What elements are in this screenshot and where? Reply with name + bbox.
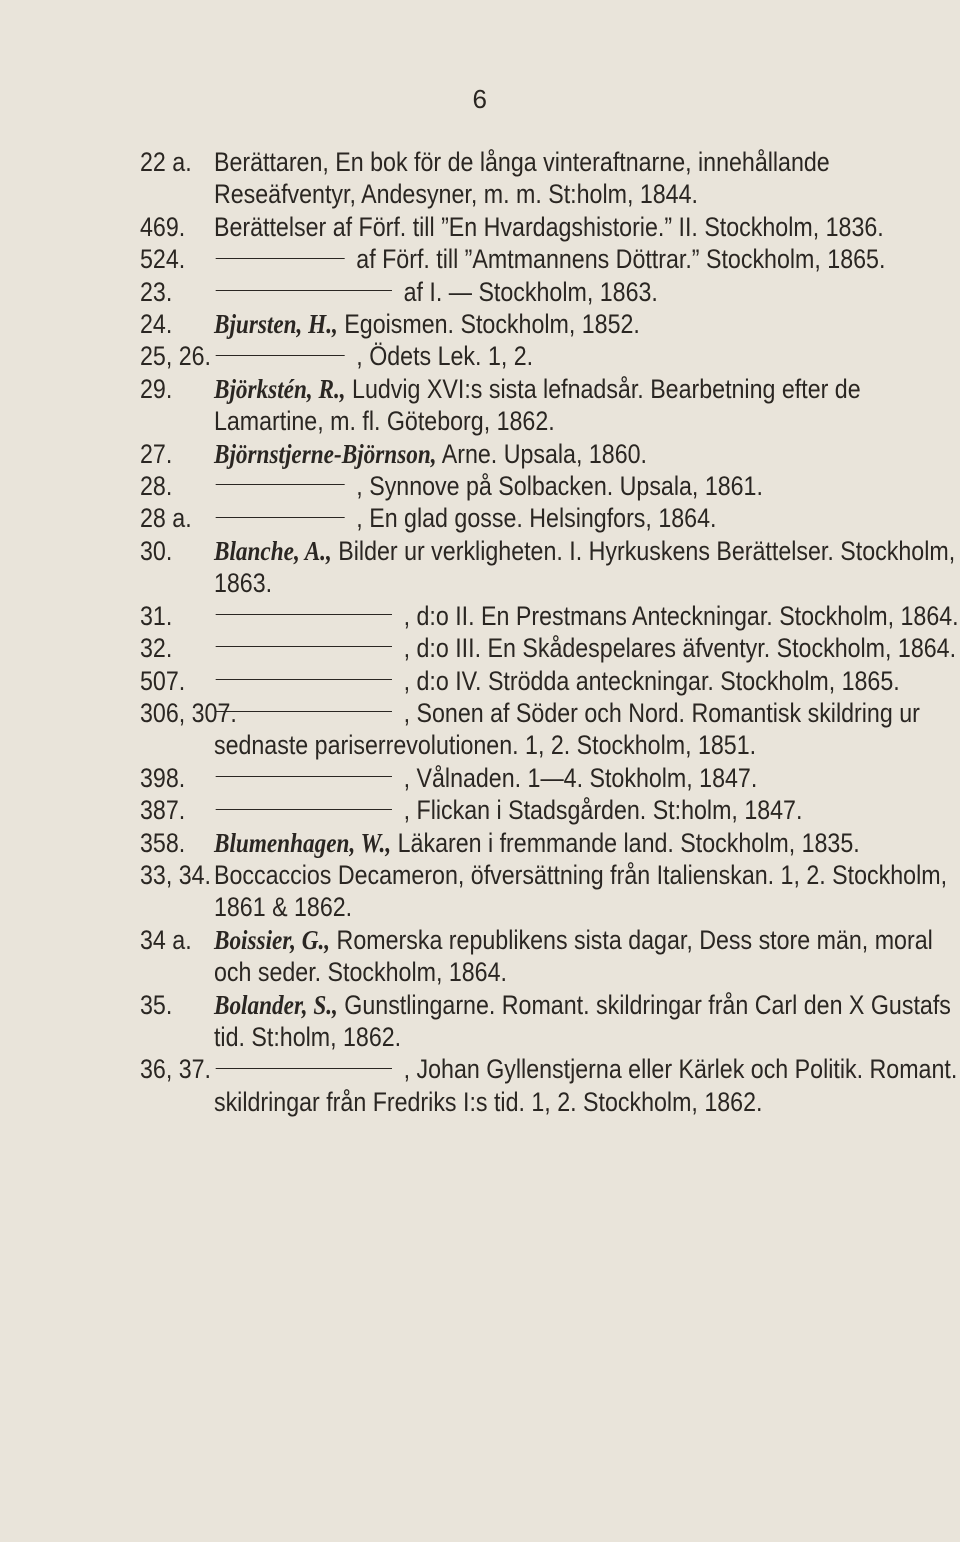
- list-item: [140, 276, 960, 308]
- list-item: [140, 146, 960, 211]
- entry-text: Egoismen. Stockholm, 1852.: [344, 309, 640, 340]
- entry-number: 35.: [140, 989, 173, 1020]
- entry-number: 507.: [140, 665, 186, 696]
- list-item: [140, 665, 960, 697]
- ditto-dash: [216, 484, 345, 485]
- entry-list: [140, 146, 959, 1118]
- entry-number: 30.: [140, 535, 173, 566]
- entry-text: , d:o II. En Prestmans Anteckningar. Stockholm, 1864.: [403, 600, 959, 631]
- list-item: [140, 340, 960, 372]
- entry-number: 387.: [140, 795, 186, 826]
- entry-number: 31.: [140, 600, 173, 631]
- ditto-dash: [216, 290, 392, 291]
- list-item: [140, 243, 960, 275]
- list-item: [140, 470, 960, 502]
- entry-number: 33, 34.: [140, 859, 212, 890]
- entry-text: , Vålnaden. 1—4. Stokholm, 1847.: [403, 762, 758, 793]
- list-item: [140, 308, 960, 340]
- list-item: [140, 1053, 960, 1118]
- ditto-dash: [216, 258, 345, 259]
- list-item: [140, 827, 960, 859]
- entry-text: , d:o IV. Strödda anteckningar. Stockholm, 1865.: [403, 665, 900, 696]
- list-item: [140, 438, 960, 470]
- entry-number: 25, 26.: [140, 341, 212, 372]
- page-number: 6: [472, 84, 488, 114]
- entry-number: 28.: [140, 471, 173, 502]
- entry-text: Bilder ur verkligheten. I. Hyrkuskens Berättelser. Stockholm, 1863.: [213, 535, 956, 599]
- entry-text: Romerska republikens sista dagar, Dess store män, moral och seder. Stockholm, 1864.: [213, 924, 933, 988]
- ditto-dash: [216, 614, 392, 615]
- ditto-dash: [216, 1068, 392, 1069]
- ditto-dash: [216, 711, 392, 712]
- entry-text: Ludvig XVI:s sista lefnadsår. Bearbetning efter de Lamartine, m. fl. Göteborg, 1862.: [213, 373, 861, 437]
- entry-author: Blanche, A.,: [213, 535, 332, 566]
- entry-author: Bjursten, H.,: [213, 309, 338, 340]
- ditto-dash: [216, 646, 392, 647]
- entry-number: 22 a.: [140, 147, 192, 177]
- entry-number: 23.: [140, 276, 173, 307]
- entry-text: af Förf. till ”Amtmannens Döttrar.” Stockholm, 1865.: [356, 244, 886, 275]
- ditto-dash: [216, 679, 392, 680]
- list-item: [140, 535, 960, 600]
- entry-text: Gunstlingarne. Romant. skildringar från Carl den X Gustafs tid. St:holm, 1862.: [213, 989, 951, 1052]
- entry-text: af I. — Stockholm, 1863.: [403, 276, 658, 307]
- entry-author: Björnstjerne-Björnson,: [213, 438, 437, 469]
- list-item: [140, 211, 960, 243]
- entry-text: Boccaccios Decameron, öfversättning från Italienskan. 1, 2. Stockholm, 1861 & 1862.: [213, 859, 948, 923]
- list-item: [140, 600, 960, 632]
- list-item: [140, 632, 960, 664]
- entry-text: Läkaren i fremmande land. Stockholm, 1835.: [397, 827, 860, 858]
- entry-text: , Flickan i Stadsgården. St:holm, 1847.: [403, 795, 803, 826]
- entry-text: , Johan Gyllenstjerna eller Kärlek och Politik. Romant. skildringar från Fredriks I:s tid. 1, 2. Stockholm, 1862.: [213, 1054, 958, 1117]
- entry-number: 36, 37.: [140, 1054, 212, 1085]
- entry-author: Blumenhagen, W.,: [213, 827, 392, 858]
- list-item: [140, 859, 960, 924]
- entry-number: 28 a.: [140, 503, 192, 534]
- list-item: [140, 697, 960, 762]
- ditto-dash: [216, 355, 345, 356]
- entry-text: , Synnove på Solbacken. Upsala, 1861.: [356, 471, 763, 502]
- ditto-dash: [216, 776, 392, 777]
- list-item: [140, 502, 960, 534]
- entry-number: 29.: [140, 373, 173, 404]
- entry-number: 34 a.: [140, 924, 192, 955]
- entry-number: 32.: [140, 633, 173, 664]
- entry-number: 398.: [140, 762, 186, 793]
- entry-number: 27.: [140, 438, 173, 469]
- entry-number: 24.: [140, 309, 173, 340]
- entry-number: 358.: [140, 827, 186, 858]
- entry-text: , Ödets Lek. 1, 2.: [356, 341, 534, 372]
- list-item: [140, 794, 960, 826]
- list-item: [140, 989, 960, 1054]
- list-item: [140, 924, 960, 989]
- list-item: [140, 373, 960, 438]
- entry-author: Björkstén, R.,: [213, 373, 346, 404]
- entry-number: 524.: [140, 244, 186, 275]
- list-item: [140, 762, 960, 794]
- entry-text: Berättelser af Förf. till ”En Hvardagshistorie.” II. Stockholm, 1836.: [213, 211, 884, 242]
- entry-number: 306, 307.: [140, 697, 237, 728]
- entry-text: , En glad gosse. Helsingfors, 1864.: [356, 503, 717, 534]
- entry-number: 469.: [140, 211, 186, 242]
- ditto-dash: [216, 517, 345, 518]
- entry-text: Berättaren, En bok för de långa vinteraftnarne, innehållande Reseäfventyr, Andesyner, m. m. St:holm, 1844.: [213, 147, 830, 210]
- entry-text: , d:o III. En Skådespelares äfventyr. Stockholm, 1864.: [403, 633, 957, 664]
- entry-author: Bolander, S.,: [213, 989, 338, 1020]
- ditto-dash: [216, 809, 392, 810]
- entry-text: Arne. Upsala, 1860.: [441, 438, 647, 469]
- entry-text: , Sonen af Söder och Nord. Romantisk skildring ur sednaste pariserrevolutionen. 1, 2. Stockholm, 1851.: [213, 697, 920, 761]
- entry-author: Boissier, G.,: [213, 924, 331, 955]
